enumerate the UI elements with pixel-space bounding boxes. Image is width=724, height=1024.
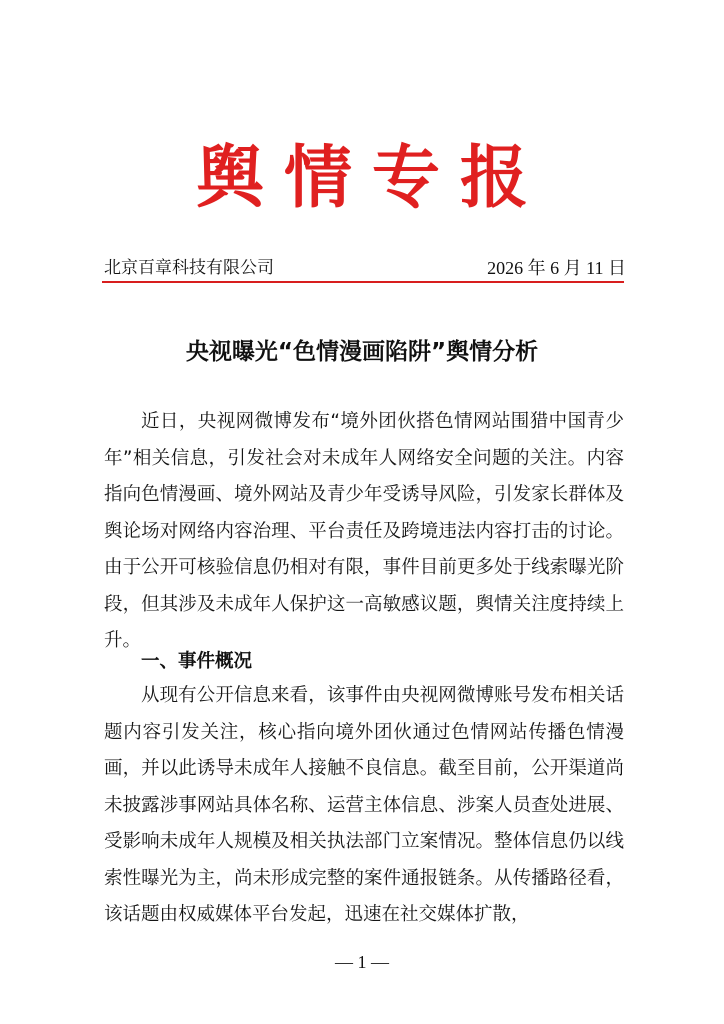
intro-paragraph: 近日，央视网微博发布“境外团伙搭色情网站围猎中国青少年”相关信息，引发社会对未成年人网络安全问题的关注。内容指向色情漫画、境外网站及青少年受诱导风险，引发家长群体及舆论场对网络内容治理、平台责任及跨境违法内容打击的讨论。由于公开可核验信息仍相对有限，事件目前更多处于线索曝光阶段，但其涉及未成年人保护这一高敏感议题，舆情关注度持续上升。 [104,411,624,651]
issuer-name: 北京百章科技有限公司 [104,258,274,278]
masthead-title: 舆情专报 [195,138,548,218]
header-divider [102,281,624,283]
overview-paragraph: 从现有公开信息来看，该事件由央视网微博账号发布相关话题内容引发关注，核心指向境外团伙通过色情网站传播色情漫画，并以此诱导未成年人接触不良信息。截至目前，公开渠道尚未披露涉事网站具体名称、运营主体信息、涉案人员查处进展、受影响未成年人规模及相关执法部门立案情况。整体信息仍以线索性曝光为主，尚未形成完整的案件通报链条。从传播路径看，该话题由权威媒体平台发起，迅速在社交媒体扩散， [104,685,624,925]
document-title: 央视曝光“色情漫画陷阱”舆情分析 [185,339,539,365]
page-number: — 1 — [335,952,389,972]
section-heading-overview: 一、事件概况 [141,651,253,672]
issue-date: 2026 年 6 月 11 日 [487,258,626,278]
